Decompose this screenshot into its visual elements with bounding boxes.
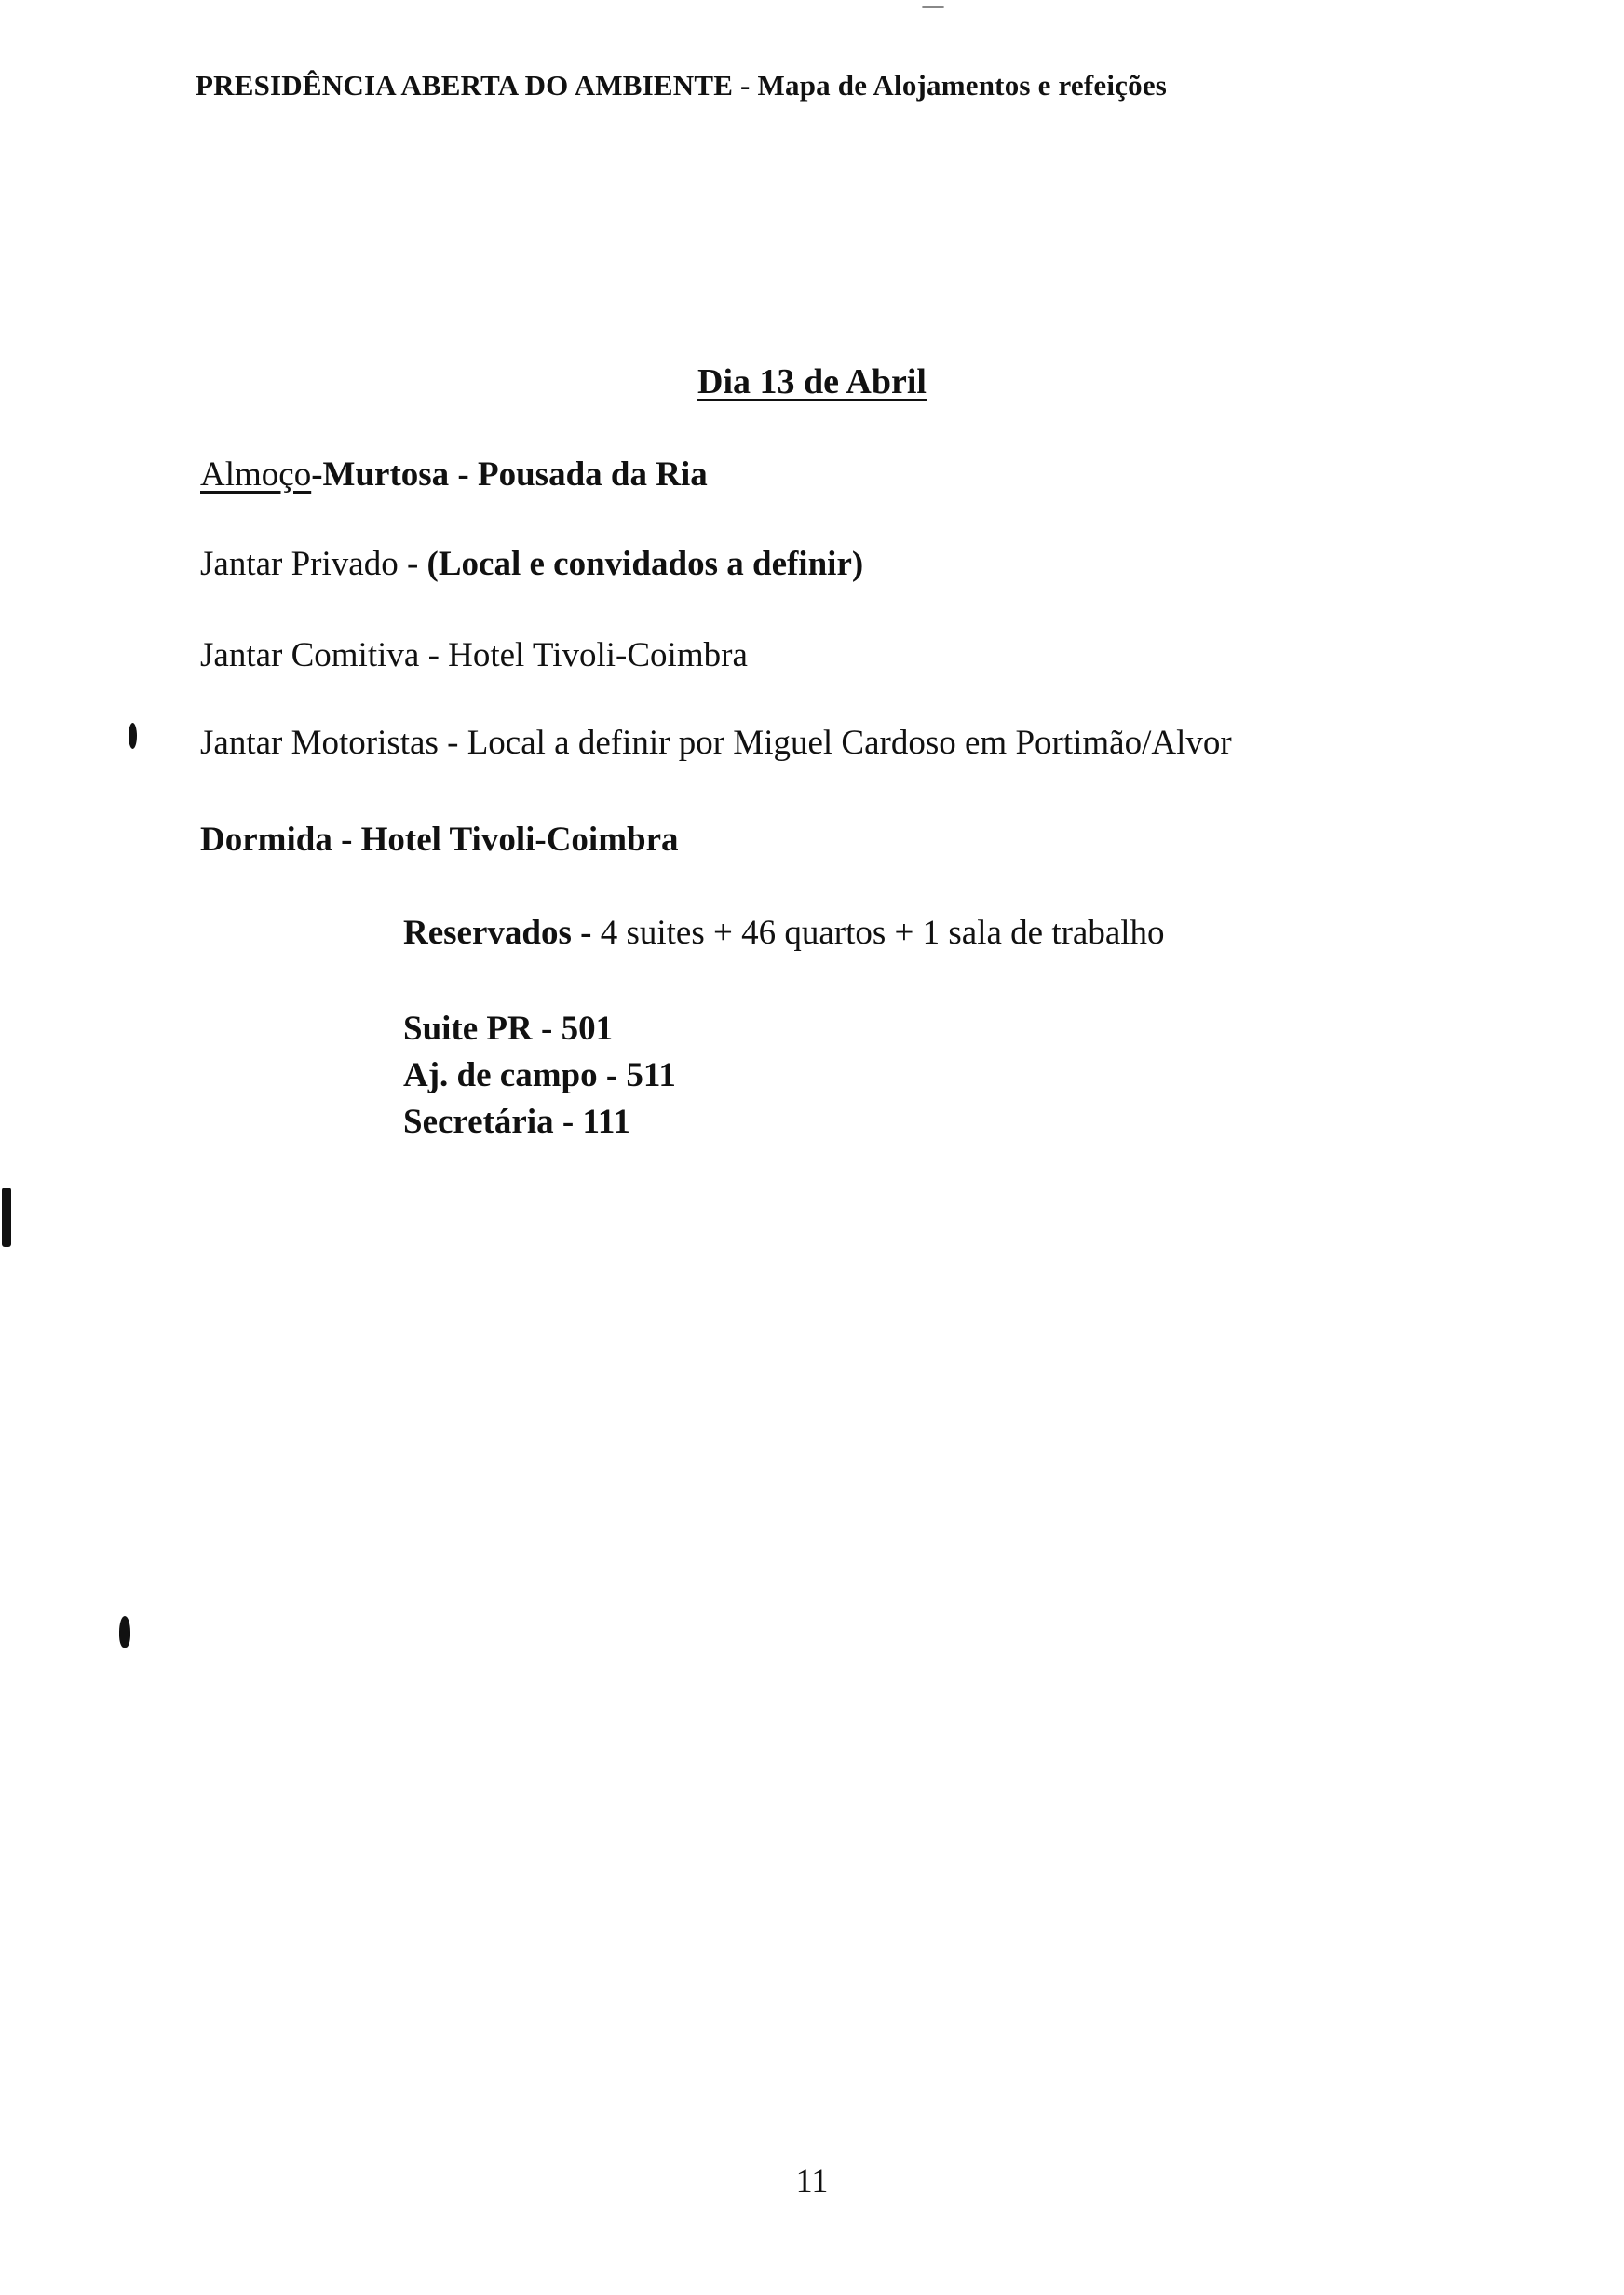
scan-artifact-mark xyxy=(129,723,137,749)
reservados-value: 4 suites + 46 quartos + 1 sala de trabalho xyxy=(600,914,1165,952)
almoco-value: -Murtosa - Pousada da Ria xyxy=(311,455,708,494)
scan-artifact-mark xyxy=(119,1616,130,1648)
jantar-privado-value: (Local e convidados a definir) xyxy=(426,545,864,583)
page-number: 11 xyxy=(795,2162,829,2199)
page-header xyxy=(196,69,1434,102)
header-separator: - xyxy=(733,69,758,102)
room-item: Suite PR - 501 xyxy=(403,1010,614,1048)
room-list xyxy=(403,1006,676,1146)
almoco-label: Almoço xyxy=(200,455,312,494)
room-item: Secretária - 111 xyxy=(403,1103,630,1141)
header-title: PRESIDÊNCIA ABERTA DO AMBIENTE xyxy=(196,69,734,102)
reservados-label: Reservados - xyxy=(403,914,601,952)
reservados-line xyxy=(403,913,1165,953)
entry-jantar-comitiva: Jantar Comitiva - Hotel Tivoli-Coimbra xyxy=(200,636,748,674)
entry-jantar-privado xyxy=(200,544,863,584)
room-item: Aj. de campo - 511 xyxy=(403,1056,676,1094)
scan-artifact-mark xyxy=(2,1188,11,1247)
entry-dormida: Dormida - Hotel Tivoli-Coimbra xyxy=(200,821,679,859)
header-subtitle: Mapa de Alojamentos e refeições xyxy=(757,69,1168,102)
scan-artifact-mark xyxy=(922,6,944,8)
entry-almoco xyxy=(200,455,708,495)
jantar-privado-label: Jantar Privado - xyxy=(200,545,427,583)
day-heading: Dia 13 de Abril xyxy=(697,362,927,401)
entry-jantar-motoristas: Jantar Motoristas - Local a definir por Miguel Cardoso em Portimão/Alvor xyxy=(200,724,1232,762)
